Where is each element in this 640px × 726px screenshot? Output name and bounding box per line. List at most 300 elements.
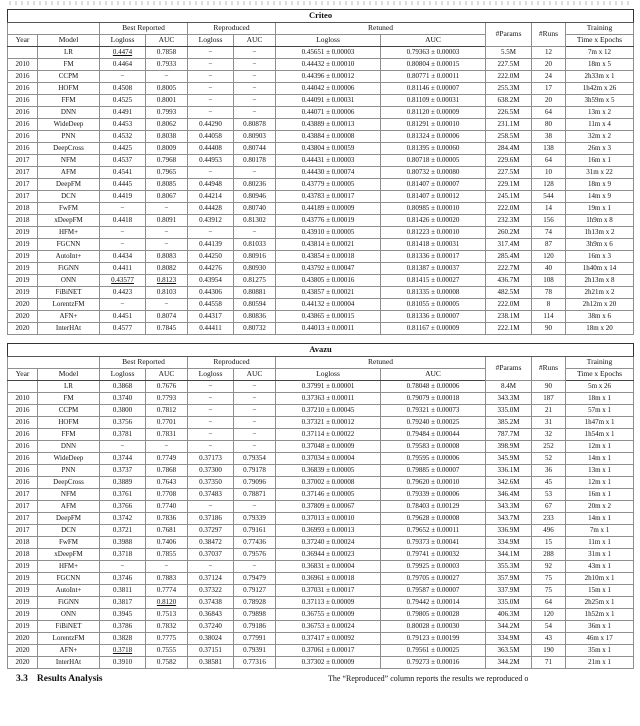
value-cell: 16m x 1 <box>566 489 634 501</box>
value-cell: 13m x 2 <box>566 107 634 119</box>
value-cell: − <box>100 227 146 239</box>
value-cell: 258.5M <box>486 131 532 143</box>
value-cell: 0.3910 <box>100 657 146 669</box>
table-row <box>8 311 634 323</box>
table-row <box>8 609 634 621</box>
table-row <box>8 143 634 155</box>
value-cell: 260.2M <box>486 227 532 239</box>
value-cell: 0.80985 ± 0.00010 <box>381 203 486 215</box>
year-cell: 2016 <box>8 417 38 429</box>
value-cell: 0.7406 <box>146 537 188 549</box>
value-cell: 46m x 17 <box>566 633 634 645</box>
value-cell: 0.79805 ± 0.00028 <box>381 609 486 621</box>
value-cell: 0.80804 ± 0.00015 <box>381 59 486 71</box>
value-cell: 0.38024 <box>188 633 234 645</box>
value-cell: 40 <box>532 263 566 275</box>
value-cell: 245.1M <box>486 191 532 203</box>
model-cell: FwFM <box>38 537 100 549</box>
value-cell: 92 <box>532 561 566 573</box>
value-cell: 0.3718 <box>100 645 146 657</box>
value-cell: 0.77436 <box>234 537 276 549</box>
value-cell: 0.45651 ± 0.00003 <box>276 47 381 59</box>
model-cell: AutoInt+ <box>38 585 100 597</box>
value-cell: 0.37991 ± 0.00001 <box>276 381 381 393</box>
value-cell: 0.80028 ± 0.00030 <box>381 621 486 633</box>
value-cell: 0.7883 <box>146 573 188 585</box>
value-cell: 0.37322 <box>188 585 234 597</box>
value-cell: 0.43889 ± 0.00013 <box>276 119 381 131</box>
value-cell: − <box>100 239 146 251</box>
value-cell: 0.37034 ± 0.00004 <box>276 453 381 465</box>
value-cell: 187 <box>532 393 566 405</box>
value-cell: 0.44306 <box>188 287 234 299</box>
value-cell: 13m x 1 <box>566 465 634 477</box>
model-cell: NFM <box>38 155 100 167</box>
col-header-logloss: Logloss <box>188 369 234 381</box>
value-cell: 222.1M <box>486 323 532 335</box>
year-cell: 2016 <box>8 119 38 131</box>
col-header-time-epochs: Time x Epochs <box>566 369 634 381</box>
value-cell: 355.3M <box>486 561 532 573</box>
value-cell: 1h54m x 1 <box>566 429 634 441</box>
value-cell: 0.37240 <box>188 621 234 633</box>
value-cell: − <box>188 71 234 83</box>
value-cell: 252 <box>532 441 566 453</box>
value-cell: 80 <box>532 119 566 131</box>
value-cell: 2h12m x 20 <box>566 299 634 311</box>
value-cell: 482.5M <box>486 287 532 299</box>
table-row <box>8 287 634 299</box>
value-cell: 0.44431 ± 0.00003 <box>276 155 381 167</box>
model-cell: WideDeep <box>38 119 100 131</box>
value-cell: 0.3742 <box>100 513 146 525</box>
value-cell: 0.4419 <box>100 191 146 203</box>
col-header-model: Model <box>38 369 100 381</box>
value-cell: 0.79178 <box>234 465 276 477</box>
value-cell: 0.79652 ± 0.00011 <box>381 525 486 537</box>
year-cell: 2016 <box>8 477 38 489</box>
value-cell: 0.37048 ± 0.00009 <box>276 441 381 453</box>
table-row <box>8 573 634 585</box>
value-cell: 0.79373 ± 0.00041 <box>381 537 486 549</box>
value-cell: 0.44430 ± 0.00074 <box>276 167 381 179</box>
value-cell: 0.79442 ± 0.00014 <box>381 597 486 609</box>
col-header-model: Model <box>38 35 100 47</box>
table-row <box>8 191 634 203</box>
value-cell: 0.36839 ± 0.00005 <box>276 465 381 477</box>
value-cell: 0.43954 <box>188 275 234 287</box>
value-cell: 8 <box>532 299 566 311</box>
value-cell: 0.7775 <box>146 633 188 645</box>
value-cell: 0.37002 ± 0.00008 <box>276 477 381 489</box>
value-cell: 436.7M <box>486 275 532 287</box>
year-cell: 2017 <box>8 525 38 537</box>
value-cell: 0.43814 ± 0.00021 <box>276 239 381 251</box>
value-cell: 0.44250 <box>188 251 234 263</box>
value-cell: 0.3756 <box>100 417 146 429</box>
year-cell: 2016 <box>8 405 38 417</box>
value-cell: 343.7M <box>486 513 532 525</box>
value-cell: 7m x 12 <box>566 47 634 59</box>
value-cell: 0.44058 <box>188 131 234 143</box>
table-row <box>8 381 634 393</box>
value-cell: 0.44132 ± 0.00004 <box>276 299 381 311</box>
value-cell: 0.43792 ± 0.00047 <box>276 263 381 275</box>
paragraph-fragment: The “Reproduced” column reports the results we reproduced o <box>328 674 529 683</box>
value-cell: 0.79620 ± 0.00010 <box>381 477 486 489</box>
avazu-results-table <box>7 343 634 669</box>
value-cell: 0.43912 <box>188 215 234 227</box>
value-cell: − <box>234 417 276 429</box>
value-cell: 0.43884 ± 0.00008 <box>276 131 381 143</box>
value-cell: 0.36993 ± 0.00013 <box>276 525 381 537</box>
value-cell: 0.44290 <box>188 119 234 131</box>
value-cell: 38m x 6 <box>566 311 634 323</box>
model-cell: AutoInt+ <box>38 251 100 263</box>
col-header-auc: AUC <box>234 35 276 47</box>
value-cell: 32m x 2 <box>566 131 634 143</box>
col-group-training: Training <box>566 23 634 35</box>
value-cell: 363.5M <box>486 645 532 657</box>
value-cell: 0.4537 <box>100 155 146 167</box>
value-cell: 0.80916 <box>234 251 276 263</box>
value-cell: 0.37146 ± 0.00005 <box>276 489 381 501</box>
value-cell: 0.37321 ± 0.00012 <box>276 417 381 429</box>
model-cell: LR <box>38 381 100 393</box>
value-cell: − <box>188 227 234 239</box>
value-cell: 14m x 1 <box>566 453 634 465</box>
value-cell: 357.9M <box>486 573 532 585</box>
value-cell: 0.7701 <box>146 417 188 429</box>
table-row <box>8 251 634 263</box>
value-cell: − <box>234 167 276 179</box>
value-cell: 64 <box>532 597 566 609</box>
year-cell: 2016 <box>8 83 38 95</box>
year-cell: 2016 <box>8 441 38 453</box>
value-cell: 8.4M <box>486 381 532 393</box>
value-cell: 0.3800 <box>100 405 146 417</box>
year-cell: 2019 <box>8 585 38 597</box>
value-cell: 21 <box>532 405 566 417</box>
value-cell: 0.37363 ± 0.00011 <box>276 393 381 405</box>
table-row <box>8 179 634 191</box>
value-cell: − <box>188 95 234 107</box>
value-cell: 11m x 1 <box>566 537 634 549</box>
value-cell: 0.81167 ± 0.00009 <box>381 323 486 335</box>
value-cell: 343.3M <box>486 501 532 513</box>
value-cell: 0.43776 ± 0.00019 <box>276 215 381 227</box>
value-cell: 0.81033 <box>234 239 276 251</box>
value-cell: 0.36843 <box>188 609 234 621</box>
value-cell: 26m x 3 <box>566 143 634 155</box>
table-row <box>8 203 634 215</box>
col-header-logloss: Logloss <box>100 369 146 381</box>
value-cell: 0.44948 <box>188 179 234 191</box>
value-cell: 343.3M <box>486 393 532 405</box>
value-cell: 0.7582 <box>146 657 188 669</box>
value-cell: 0.37438 <box>188 597 234 609</box>
value-cell: 0.4425 <box>100 143 146 155</box>
model-cell: LorentzFM <box>38 633 100 645</box>
value-cell: 0.36753 ± 0.00024 <box>276 621 381 633</box>
value-cell: 0.44396 ± 0.00012 <box>276 71 381 83</box>
table-row <box>8 501 634 513</box>
value-cell: 0.81415 ± 0.00027 <box>381 275 486 287</box>
value-cell: 0.7855 <box>146 549 188 561</box>
value-cell: 2h25m x 1 <box>566 597 634 609</box>
value-cell: 0.7749 <box>146 453 188 465</box>
value-cell: 0.79583 ± 0.00008 <box>381 441 486 453</box>
value-cell: 0.79339 ± 0.00006 <box>381 489 486 501</box>
col-header-auc: AUC <box>146 35 188 47</box>
value-cell: 0.4525 <box>100 95 146 107</box>
table-row <box>8 549 634 561</box>
year-cell: 2020 <box>8 633 38 645</box>
value-cell: − <box>188 59 234 71</box>
value-cell: 0.37417 ± 0.00092 <box>276 633 381 645</box>
value-cell: 0.81109 ± 0.00031 <box>381 95 486 107</box>
value-cell: 398.9M <box>486 441 532 453</box>
value-cell: 638.2M <box>486 95 532 107</box>
value-cell: 0.79576 <box>234 549 276 561</box>
value-cell: 0.3781 <box>100 429 146 441</box>
value-cell: 222.0M <box>486 203 532 215</box>
value-cell: 0.78928 <box>234 597 276 609</box>
model-cell: DeepCross <box>38 477 100 489</box>
model-cell: xDeepFM <box>38 549 100 561</box>
value-cell: 0.79127 <box>234 585 276 597</box>
value-cell: 0.80771 ± 0.00011 <box>381 71 486 83</box>
value-cell: − <box>188 561 234 573</box>
year-cell: 2016 <box>8 95 38 107</box>
value-cell: 227.5M <box>486 59 532 71</box>
value-cell: 0.44408 <box>188 143 234 155</box>
value-cell: 232.3M <box>486 215 532 227</box>
year-cell: 2019 <box>8 275 38 287</box>
value-cell: 0.81302 <box>234 215 276 227</box>
value-cell: − <box>234 429 276 441</box>
year-cell: 2010 <box>8 59 38 71</box>
table-row <box>8 525 634 537</box>
value-cell: 0.79161 <box>234 525 276 537</box>
table-row <box>8 107 634 119</box>
value-cell: − <box>146 239 188 251</box>
value-cell: 0.44411 <box>188 323 234 335</box>
model-cell: AFM <box>38 167 100 179</box>
table-row <box>8 441 634 453</box>
value-cell: 222.7M <box>486 263 532 275</box>
year-cell: 2018 <box>8 215 38 227</box>
model-cell: FiBiNET <box>38 287 100 299</box>
value-cell: 0.44214 <box>188 191 234 203</box>
value-cell: 54 <box>532 621 566 633</box>
value-cell: 43m x 1 <box>566 561 634 573</box>
value-cell: 0.44042 ± 0.00006 <box>276 83 381 95</box>
value-cell: 0.4434 <box>100 251 146 263</box>
value-cell: 0.3988 <box>100 537 146 549</box>
year-cell: 2019 <box>8 597 38 609</box>
value-cell: 0.37240 ± 0.00024 <box>276 537 381 549</box>
value-cell: 0.79096 <box>234 477 276 489</box>
value-cell: 87 <box>532 239 566 251</box>
value-cell: − <box>234 501 276 513</box>
value-cell: 0.79898 <box>234 609 276 621</box>
value-cell: 57m x 1 <box>566 405 634 417</box>
year-cell: 2018 <box>8 203 38 215</box>
col-header-time-epochs: Time x Epochs <box>566 35 634 47</box>
col-header-auc: AUC <box>234 369 276 381</box>
value-cell: 0.81336 ± 0.00017 <box>381 251 486 263</box>
value-cell: − <box>234 441 276 453</box>
model-cell: FM <box>38 59 100 71</box>
value-cell: 0.37186 <box>188 513 234 525</box>
value-cell: 0.8120 <box>146 597 188 609</box>
col-group-best-reported: Best Reported <box>100 23 188 35</box>
value-cell: 0.43577 <box>100 275 146 287</box>
model-cell: HFM+ <box>38 561 100 573</box>
value-cell: 0.44953 <box>188 155 234 167</box>
value-cell: − <box>188 167 234 179</box>
value-cell: 0.81426 ± 0.00020 <box>381 215 486 227</box>
page-footer <box>16 674 624 686</box>
value-cell: 0.81275 <box>234 275 276 287</box>
year-cell <box>8 381 38 393</box>
value-cell: 0.79363 ± 0.00003 <box>381 47 486 59</box>
value-cell: 0.80946 <box>234 191 276 203</box>
value-cell: 21m x 1 <box>566 657 634 669</box>
value-cell: 0.79354 <box>234 453 276 465</box>
value-cell: 0.8085 <box>146 179 188 191</box>
value-cell: 36m x 1 <box>566 621 634 633</box>
table-row <box>8 263 634 275</box>
value-cell: 1h52m x 1 <box>566 609 634 621</box>
value-cell: 0.4451 <box>100 311 146 323</box>
value-cell: − <box>100 203 146 215</box>
value-cell: 0.7774 <box>146 585 188 597</box>
year-cell: 2016 <box>8 71 38 83</box>
col-header-runs: #Runs <box>532 357 566 381</box>
value-cell: 231.1M <box>486 119 532 131</box>
table-row <box>8 489 634 501</box>
year-cell: 2016 <box>8 143 38 155</box>
value-cell: 0.80594 <box>234 299 276 311</box>
value-cell: 114 <box>532 311 566 323</box>
year-cell: 2019 <box>8 227 38 239</box>
value-cell: 0.4464 <box>100 59 146 71</box>
value-cell: 0.79321 ± 0.00073 <box>381 405 486 417</box>
value-cell: 0.4445 <box>100 179 146 191</box>
value-cell: 0.44558 <box>188 299 234 311</box>
value-cell: 0.7836 <box>146 513 188 525</box>
value-cell: 20 <box>532 95 566 107</box>
value-cell: − <box>146 227 188 239</box>
table-row <box>8 215 634 227</box>
value-cell: 5m x 26 <box>566 381 634 393</box>
value-cell: 0.43805 ± 0.00016 <box>276 275 381 287</box>
value-cell: 0.36755 ± 0.00009 <box>276 609 381 621</box>
col-header-auc: AUC <box>381 369 486 381</box>
value-cell: 0.3721 <box>100 525 146 537</box>
value-cell: 31m x 1 <box>566 549 634 561</box>
value-cell: 0.7831 <box>146 429 188 441</box>
model-cell: HFM+ <box>38 227 100 239</box>
table-row <box>8 275 634 287</box>
criteo-table-body <box>8 47 634 335</box>
value-cell: − <box>146 561 188 573</box>
value-cell: 0.8067 <box>146 191 188 203</box>
value-cell: − <box>188 107 234 119</box>
value-cell: 45 <box>532 477 566 489</box>
year-cell: 2016 <box>8 429 38 441</box>
value-cell: 17 <box>532 83 566 95</box>
table-row <box>8 645 634 657</box>
value-cell: 0.8009 <box>146 143 188 155</box>
col-group-training: Training <box>566 357 634 369</box>
value-cell: 0.3786 <box>100 621 146 633</box>
value-cell: 78 <box>532 287 566 299</box>
value-cell: 0.80903 <box>234 131 276 143</box>
table-row <box>8 657 634 669</box>
table-row <box>8 71 634 83</box>
model-cell: DeepFM <box>38 513 100 525</box>
value-cell: 15 <box>532 537 566 549</box>
table-row <box>8 59 634 71</box>
value-cell: 74 <box>532 227 566 239</box>
value-cell: − <box>188 393 234 405</box>
col-group-retuned: Retuned <box>276 23 486 35</box>
model-cell: FFM <box>38 429 100 441</box>
value-cell: 0.79484 ± 0.00044 <box>381 429 486 441</box>
value-cell: 0.4453 <box>100 119 146 131</box>
year-cell: 2017 <box>8 501 38 513</box>
year-cell: 2016 <box>8 107 38 119</box>
year-cell: 2019 <box>8 561 38 573</box>
value-cell: 0.7993 <box>146 107 188 119</box>
model-cell: FGCNN <box>38 239 100 251</box>
year-cell: 2019 <box>8 287 38 299</box>
section-heading <box>16 674 312 684</box>
model-cell: ONN <box>38 609 100 621</box>
value-cell: 24 <box>532 71 566 83</box>
value-cell: 156 <box>532 215 566 227</box>
value-cell: − <box>188 47 234 59</box>
value-cell: 0.3744 <box>100 453 146 465</box>
value-cell: 336.1M <box>486 465 532 477</box>
value-cell: − <box>188 501 234 513</box>
table-row <box>8 513 634 525</box>
table-row <box>8 299 634 311</box>
value-cell: 317.4M <box>486 239 532 251</box>
value-cell: − <box>234 83 276 95</box>
value-cell: 18m x 9 <box>566 179 634 191</box>
value-cell: 0.43804 ± 0.00059 <box>276 143 381 155</box>
value-cell: 0.80740 <box>234 203 276 215</box>
value-cell: 0.3746 <box>100 573 146 585</box>
value-cell: 71 <box>532 657 566 669</box>
year-cell: 2019 <box>8 239 38 251</box>
value-cell: 0.43910 ± 0.00005 <box>276 227 381 239</box>
value-cell: 0.79391 <box>234 645 276 657</box>
value-cell: − <box>234 107 276 119</box>
value-cell: 344.2M <box>486 621 532 633</box>
value-cell: 43 <box>532 633 566 645</box>
value-cell: 2h33m x 1 <box>566 71 634 83</box>
value-cell: 12m x 1 <box>566 441 634 453</box>
year-cell: 2016 <box>8 131 38 143</box>
value-cell: 38 <box>532 131 566 143</box>
value-cell: 0.79741 ± 0.00032 <box>381 549 486 561</box>
value-cell: 120 <box>532 609 566 621</box>
